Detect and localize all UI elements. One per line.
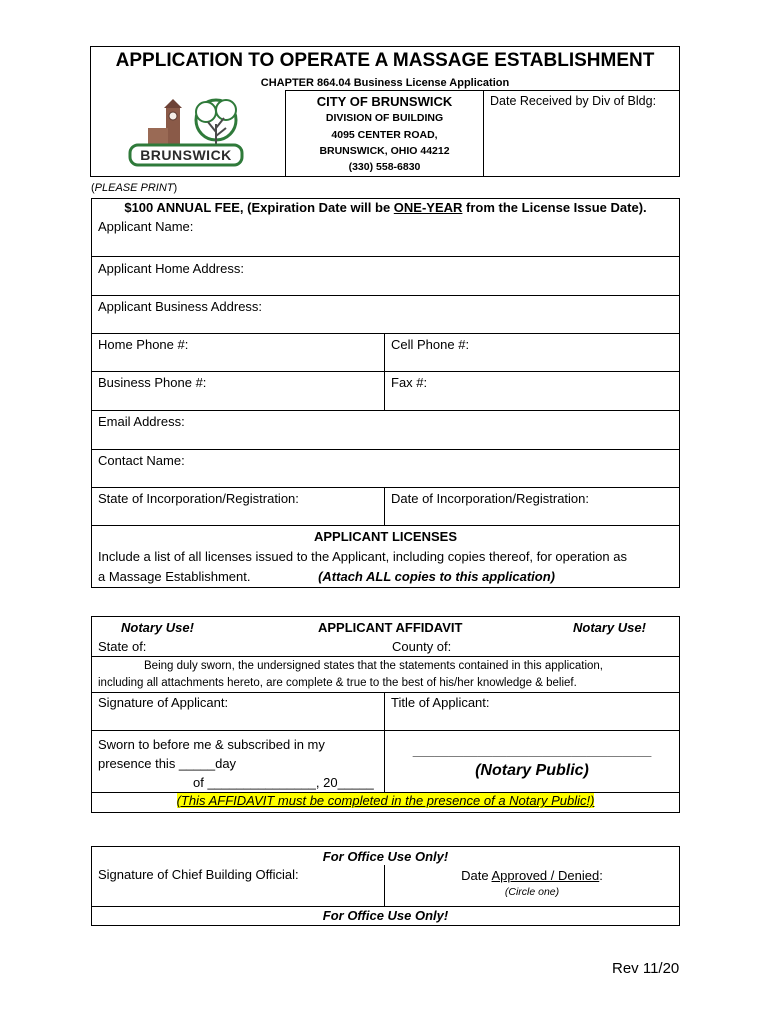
header-divider-right — [483, 90, 484, 177]
affidavit-notice-row — [92, 793, 680, 813]
address-line-1: 4095 CENTER ROAD, — [331, 129, 438, 141]
state-incorporation-field[interactable] — [92, 488, 385, 526]
notary-signature-block — [385, 731, 680, 793]
sworn-line-3[interactable]: of _______________, 20_____ — [193, 775, 374, 790]
business-phone-label: Business Phone #: — [98, 375, 207, 390]
chief-signature-field[interactable] — [92, 865, 385, 907]
applicant-name-label: Applicant Name: — [98, 218, 194, 234]
contact-name-field[interactable] — [92, 450, 680, 488]
office-use-top: For Office Use Only! — [92, 847, 680, 865]
city-logo — [128, 94, 244, 168]
application-table — [91, 198, 680, 588]
oath-statement — [92, 657, 680, 693]
fee-row — [92, 199, 680, 219]
notary-public-label: (Notary Public) — [475, 762, 589, 779]
revision-label: Rev 11/20 — [612, 960, 680, 977]
state-incorporation-label: State of Incorporation/Registration: — [98, 491, 299, 506]
business-address-field[interactable] — [92, 296, 680, 334]
licenses-heading: APPLICANT LICENSES — [313, 529, 457, 544]
home-phone-label: Home Phone #: — [98, 337, 189, 352]
applicant-signature-label: Signature of Applicant: — [98, 695, 229, 710]
affidavit-notice: (This AFFIDAVIT must be completed in the presence of a Notary Public!) — [176, 793, 595, 808]
affidavit-header — [92, 617, 680, 657]
approval-field[interactable] — [385, 865, 680, 907]
affidavit-heading: APPLICANT AFFIDAVIT — [318, 620, 463, 635]
home-address-field[interactable] — [92, 257, 680, 296]
phone-number: (330) 558-6830 — [348, 161, 421, 173]
sworn-line-1: Sworn to before me & subscribed in my — [98, 737, 325, 752]
notary-use-left: Notary Use! — [121, 620, 194, 635]
please-print-text: PLEASE PRINT — [94, 182, 174, 194]
affidavit-table — [91, 616, 680, 813]
fee-text-1: $100 ANNUAL FEE, (Expiration Date will be — [124, 200, 394, 215]
sworn-line-2[interactable]: presence this _____day — [98, 756, 237, 771]
business-address-label: Applicant Business Address: — [98, 299, 263, 314]
office-use-bottom: For Office Use Only! — [92, 907, 680, 926]
office-use-table — [91, 846, 680, 926]
licenses-section — [92, 526, 680, 588]
page-subtitle: CHAPTER 864.04 Business License Application — [260, 77, 510, 89]
circle-one-note: (Circle one) — [504, 885, 560, 898]
fax-label: Fax #: — [391, 375, 428, 390]
logo-wordmark: BRUNSWICK — [140, 147, 232, 163]
licenses-line-2: a Massage Establishment. — [98, 569, 251, 584]
applicant-title-field[interactable] — [385, 693, 680, 731]
fax-field[interactable] — [385, 372, 680, 411]
notary-use-right: Notary Use! — [573, 620, 646, 635]
date-received-field[interactable]: Date Received by Div of Bldg: — [490, 94, 657, 108]
chief-signature-label: Signature of Chief Building Official: — [98, 866, 299, 882]
page-title: APPLICATION TO OPERATE A MASSAGE ESTABLISHMENT — [115, 50, 655, 71]
oath-line-1: Being duly sworn, the undersigned states that the statements contained in this application, — [144, 660, 604, 672]
email-label: Email Address: — [98, 414, 185, 429]
email-field[interactable] — [92, 411, 680, 450]
fee-text-2: from the License Issue Date). — [462, 200, 647, 215]
applicant-signature-field[interactable] — [92, 693, 385, 731]
home-phone-field[interactable] — [92, 334, 385, 372]
fee-term: ONE-YEAR — [393, 200, 463, 215]
applicant-name-field[interactable] — [92, 219, 680, 257]
business-phone-field[interactable] — [92, 372, 385, 411]
please-print-note — [91, 182, 177, 194]
cell-phone-label: Cell Phone #: — [391, 337, 470, 352]
approval-date-label: Date — [461, 867, 492, 883]
contact-name-label: Contact Name: — [98, 453, 185, 468]
sworn-block — [92, 731, 385, 793]
oath-line-2: including all attachments hereto, are complete & true to the best of his/her knowledge & belief. — [98, 677, 577, 689]
county-of-label[interactable]: County of: — [392, 639, 452, 654]
home-address-label: Applicant Home Address: — [98, 261, 244, 276]
affidavit-title-row — [98, 618, 673, 637]
date-incorporation-field[interactable] — [385, 488, 680, 526]
approval-label-row — [391, 867, 673, 884]
state-of-label[interactable]: State of: — [98, 639, 147, 654]
please-print-close: ) — [173, 182, 178, 194]
applicant-title-label: Title of Applicant: — [391, 695, 490, 710]
approved-denied-option[interactable]: Approved / Denied — [491, 867, 600, 883]
address-line-2: BRUNSWICK, OHIO 44212 — [319, 145, 450, 157]
affidavit-location-row — [98, 637, 673, 656]
notary-signature-line[interactable]: _________________________________ — [412, 743, 652, 758]
date-incorporation-label: Date of Incorporation/Registration: — [391, 491, 589, 506]
please-print-open: ( — [91, 182, 95, 194]
city-name: CITY OF BRUNSWICK — [316, 94, 453, 109]
licenses-attach-note: (Attach ALL copies to this application) — [318, 569, 555, 584]
cell-phone-field[interactable] — [385, 334, 680, 372]
licenses-line-1: Include a list of all licenses issued to the Applicant, including copies thereof, for operation as — [98, 549, 627, 564]
approval-colon: : — [599, 867, 603, 883]
division-name: DIVISION OF BUILDING — [325, 112, 444, 124]
licenses-line-2-row — [98, 567, 673, 587]
